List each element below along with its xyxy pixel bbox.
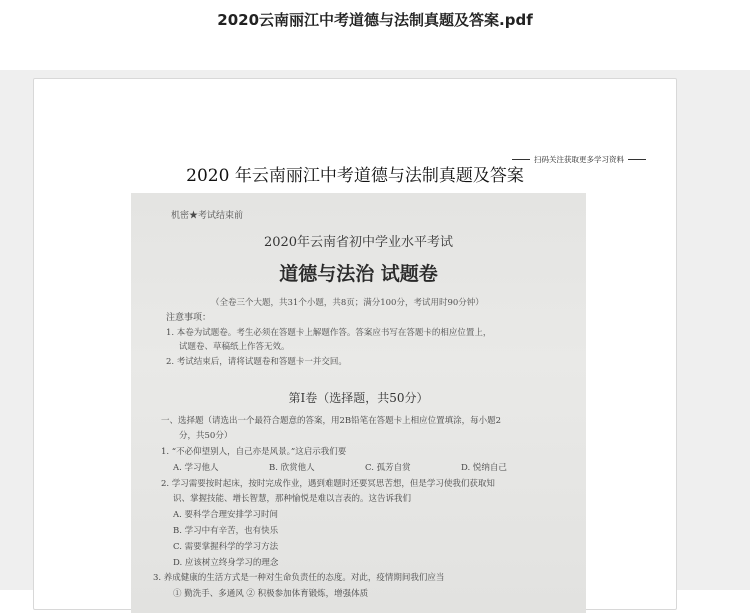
option: D. 应该树立终身学习的理念: [173, 558, 279, 568]
question-3: 3. 养成健康的生活方式是一种对生命负责任的态度。对此，疫情期间我们应当: [153, 573, 445, 583]
exam-name: 2020年云南省初中学业水平考试: [263, 235, 454, 250]
section-instructions: 分，共50分）: [179, 431, 233, 441]
file-title: 2020云南丽江中考道德与法制真题及答案.pdf: [217, 11, 533, 29]
confidential-label: 机密★考试结束前: [171, 211, 244, 221]
option: C. 孤芳自赏: [365, 463, 411, 473]
option: A. 要科学合理安排学习时间: [173, 510, 279, 520]
pdf-viewer[interactable]: [0, 70, 750, 599]
document-header: [0, 0, 750, 70]
question-2: 识、掌握技能、增长智慧，那种愉悦是难以言表的。这告诉我们: [173, 494, 412, 504]
document-title: 2020 年云南丽江中考道德与法制真题及答案: [186, 166, 524, 186]
option: C. 需要掌握科学的学习方法: [173, 542, 279, 552]
exam-info: （全卷三个大题，共31个小题，共8页；满分100分，考试用时90分钟）: [211, 298, 484, 308]
notice-line: 2. 考试结束后，请将试题卷和答题卡一并交回。: [166, 357, 347, 367]
option: B. 学习中有辛苦，也有快乐: [173, 526, 279, 536]
scanned-exam-image: [131, 193, 586, 613]
qr-note-text: 扫码关注获取更多学习资料: [534, 154, 624, 164]
question-1-options: [173, 461, 573, 473]
option: B. 欣赏他人: [269, 463, 315, 473]
option: A. 学习他人: [173, 463, 219, 473]
notice-line: 1. 本卷为试题卷。考生必须在答题卡上解题作答。答案应书写在答题卡的相应位置上，: [166, 328, 492, 338]
question-3-partial: ① 勤洗手、多通风 ② 积极参加体育锻炼，增强体质: [173, 589, 369, 599]
question-2: 2. 学习需要按时起床，按时完成作业，遇到难题时还要冥思苦想，但是学习使我们获取知: [161, 479, 495, 489]
question-1: 1. “不必仰望别人，自己亦是风景。”这启示我们要: [161, 447, 347, 457]
rule-left: [512, 159, 530, 160]
pdf-page: [33, 78, 677, 610]
option: D. 悦纳自己: [461, 463, 507, 473]
exam-subject: 道德与法治 试题卷: [279, 263, 438, 285]
section-instructions: 一、选择题（请选出一个最符合题意的答案，用2B铅笔在答题卡上相应位置填涂，每小题2: [161, 416, 502, 426]
rule-right: [628, 159, 646, 160]
part-title: 第Ⅰ卷（选择题，共50分）: [288, 391, 429, 405]
notice-line: 试题卷、草稿纸上作答无效。: [179, 342, 290, 352]
notice-heading: 注意事项：: [166, 313, 212, 323]
